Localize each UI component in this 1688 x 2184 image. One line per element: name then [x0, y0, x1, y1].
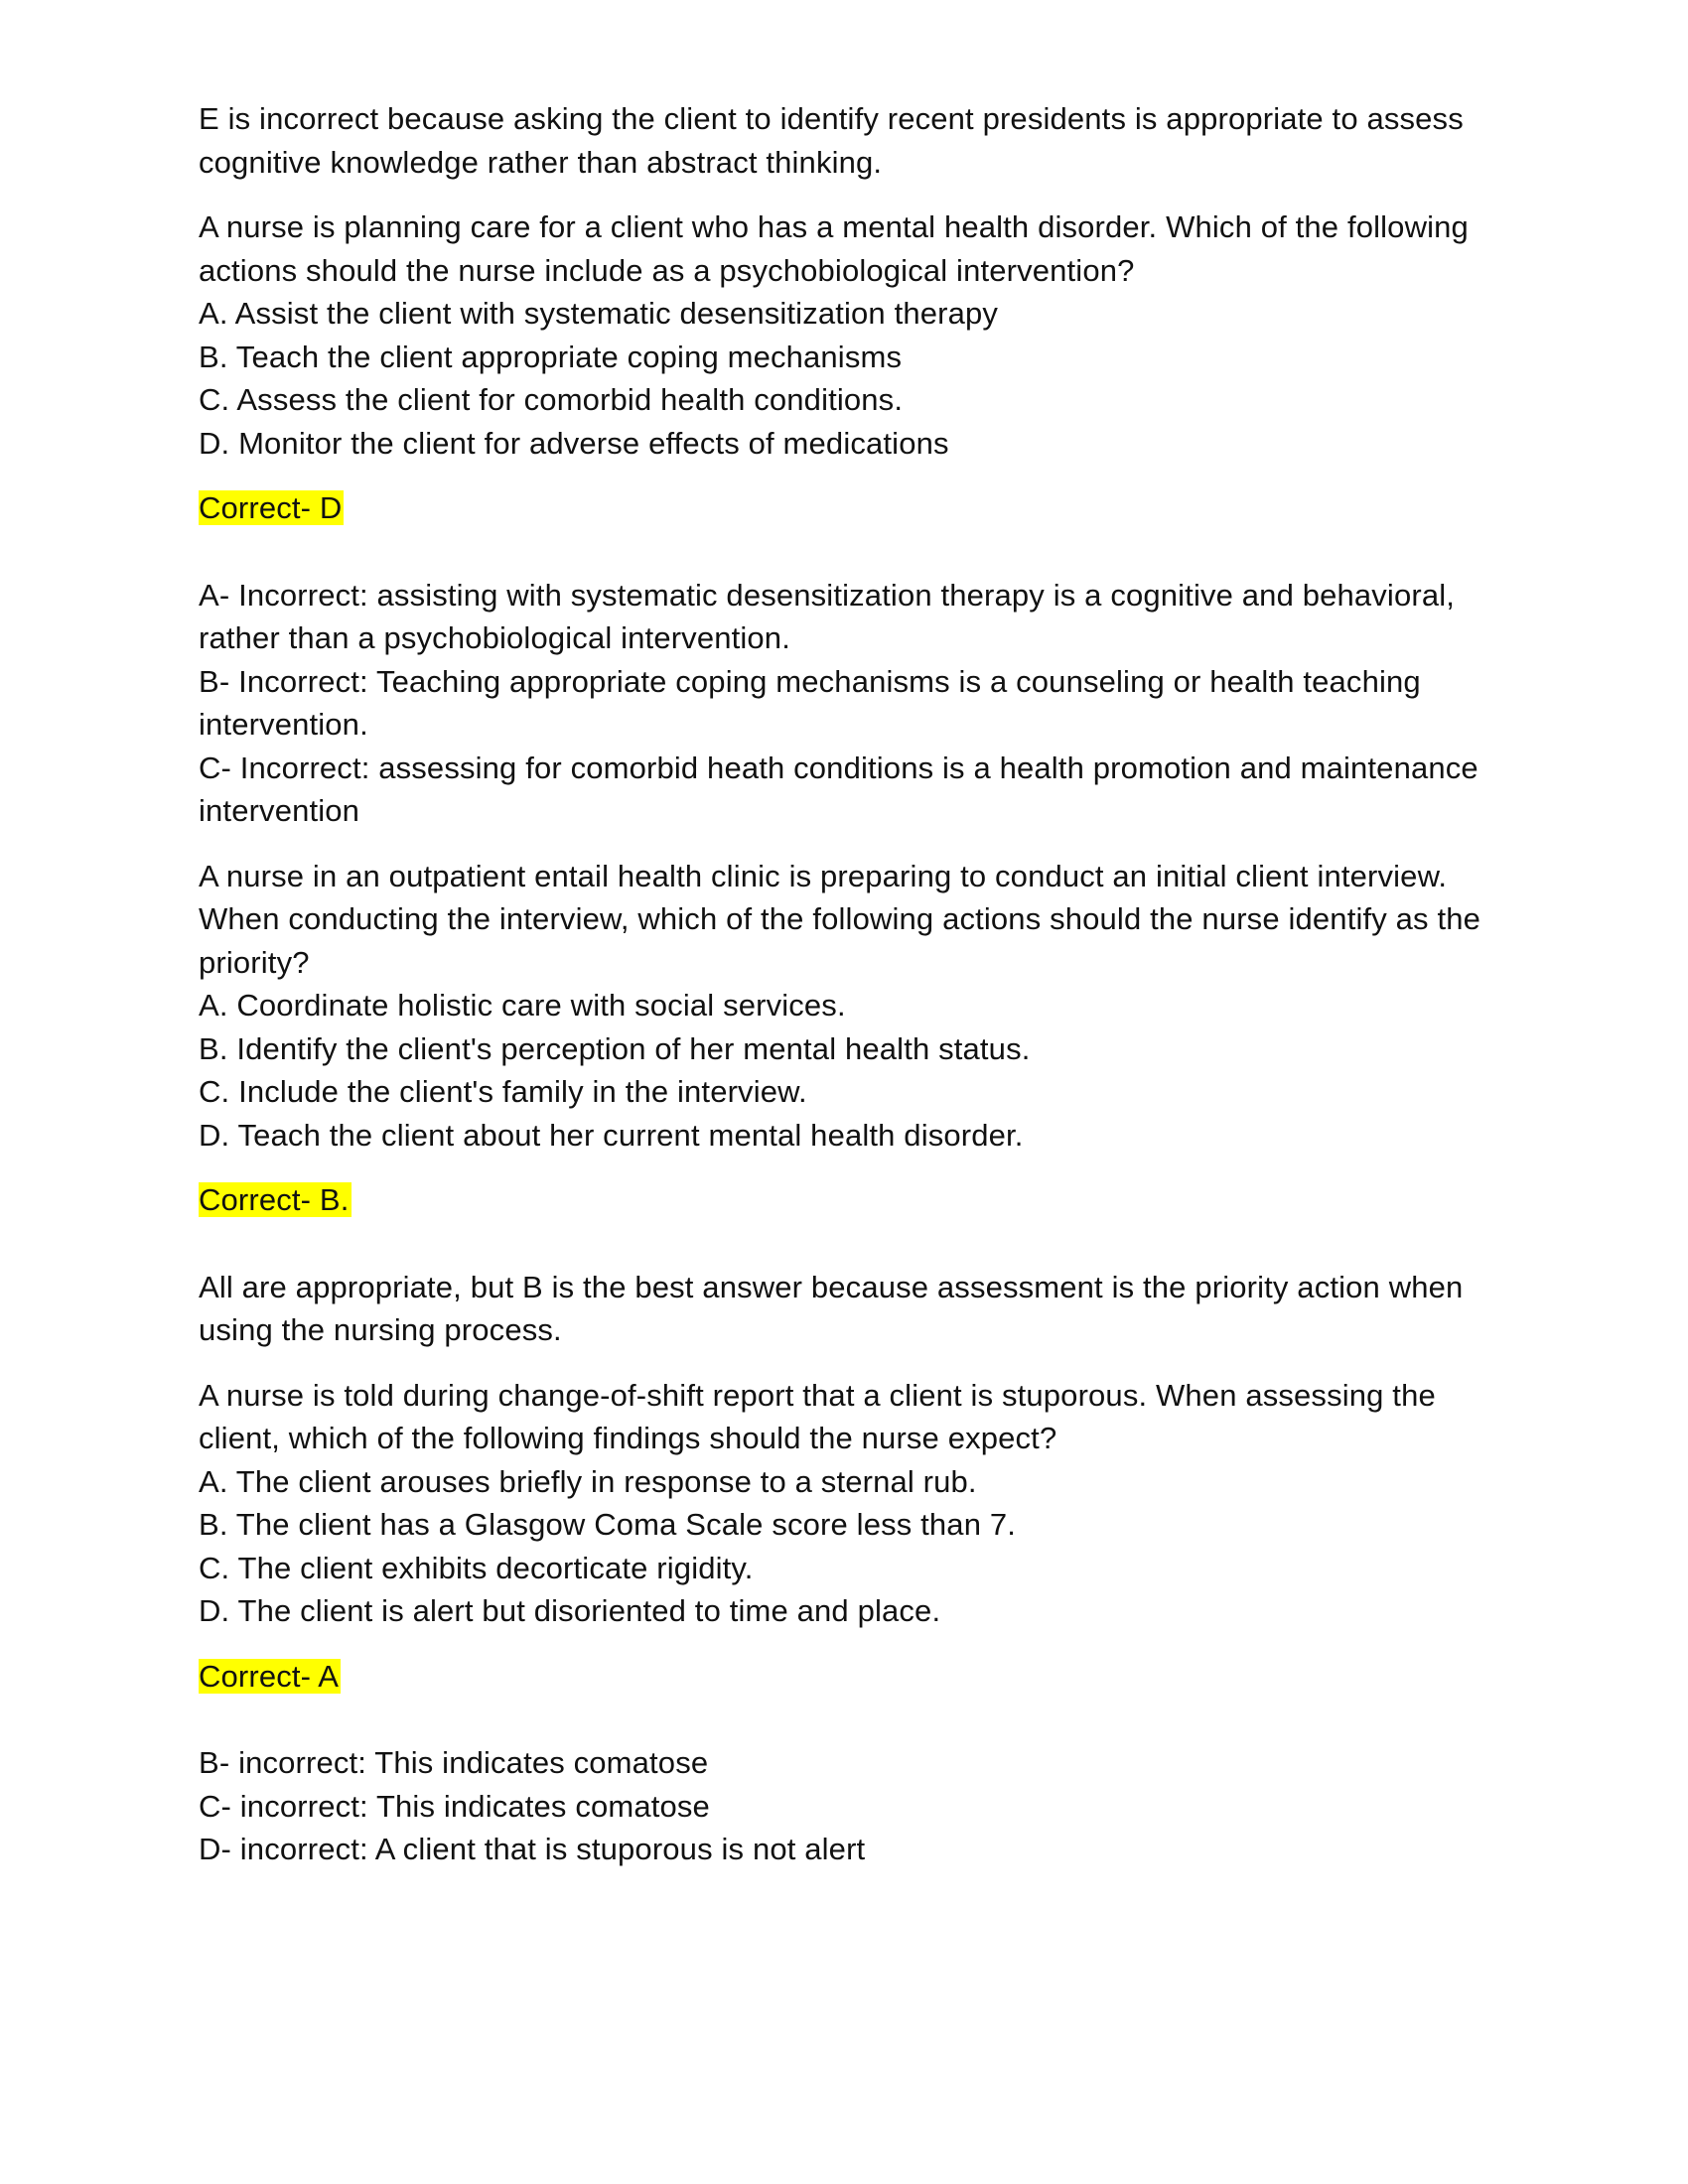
rationale-2	[199, 1266, 1519, 1352]
question-stem: When conducting the interview, which of the following actions should the nurse identify as the	[199, 901, 1481, 936]
document-body	[199, 97, 1519, 1871]
rationale-3	[199, 1741, 1519, 1871]
answer-option: C. The client exhibits decorticate rigidity.	[199, 1550, 754, 1585]
question-stem: client, which of the following findings should the nurse expect?	[199, 1421, 1057, 1455]
rationale-line: B- incorrect: This indicates comatose	[199, 1745, 709, 1780]
rationale-line: intervention	[199, 793, 360, 828]
text-line: cognitive knowledge rather than abstract thinking.	[199, 144, 883, 180]
question-3	[199, 1374, 1519, 1633]
rationale-line: C- incorrect: This indicates comatose	[199, 1788, 710, 1824]
correct-answer-3	[199, 1655, 1519, 1699]
correct-answer-2	[199, 1178, 1519, 1222]
question-2	[199, 855, 1519, 1158]
rationale-line: All are appropriate, but B is the best answer because assessment is the priority action when	[199, 1269, 1464, 1304]
text-line: E is incorrect because asking the client to identify recent presidents is appropriate to assess	[199, 101, 1464, 136]
question-stem: A nurse in an outpatient entail health clinic is preparing to conduct an initial client interview.	[199, 858, 1448, 893]
answer-option: D. Monitor the client for adverse effects of medications	[199, 425, 949, 461]
correct-answer-1	[199, 486, 1519, 530]
answer-option: C. Assess the client for comorbid health conditions.	[199, 382, 904, 417]
answer-option: D. The client is alert but disoriented to time and place.	[199, 1593, 941, 1628]
answer-option: A. Assist the client with systematic desensitization therapy	[199, 296, 999, 331]
rationale-line: intervention.	[199, 707, 368, 742]
question-1	[199, 205, 1519, 465]
answer-option: C. Include the client's family in the interview.	[199, 1074, 807, 1109]
rationale-line: A- Incorrect: assisting with systematic desensitization therapy is a cognitive and behavioral,	[199, 577, 1456, 613]
question-stem: A nurse is planning care for a client who has a mental health disorder. Which of the following	[199, 209, 1469, 244]
question-stem: A nurse is told during change-of-shift report that a client is stuporous. When assessing the	[199, 1377, 1436, 1413]
highlighted-answer: Correct- B.	[199, 1182, 350, 1217]
highlighted-answer: Correct- A	[199, 1658, 340, 1694]
answer-option: A. The client arouses briefly in response to a sternal rub.	[199, 1463, 977, 1499]
rationale-line: rather than a psychobiological intervention.	[199, 620, 790, 655]
answer-option: D. Teach the client about her current mental health disorder.	[199, 1117, 1024, 1153]
question-stem: priority?	[199, 944, 310, 980]
rationale-1	[199, 574, 1519, 833]
answer-option: B. The client has a Glasgow Coma Scale score less than 7.	[199, 1507, 1016, 1542]
answer-option: B. Identify the client's perception of her mental health status.	[199, 1030, 1031, 1066]
answer-option: B. Teach the client appropriate coping mechanisms	[199, 339, 903, 374]
question-stem: actions should the nurse include as a psychobiological intervention?	[199, 252, 1135, 288]
intro-paragraph	[199, 97, 1519, 184]
highlighted-answer: Correct- D	[199, 490, 343, 525]
rationale-line: D- incorrect: A client that is stuporous is not alert	[199, 1832, 866, 1866]
rationale-line: B- Incorrect: Teaching appropriate coping mechanisms is a counseling or health teaching	[199, 663, 1421, 699]
rationale-line: C- Incorrect: assessing for comorbid heath conditions is a health promotion and maintenance	[199, 750, 1478, 785]
answer-option: A. Coordinate holistic care with social services.	[199, 988, 846, 1023]
rationale-line: using the nursing process.	[199, 1312, 562, 1347]
